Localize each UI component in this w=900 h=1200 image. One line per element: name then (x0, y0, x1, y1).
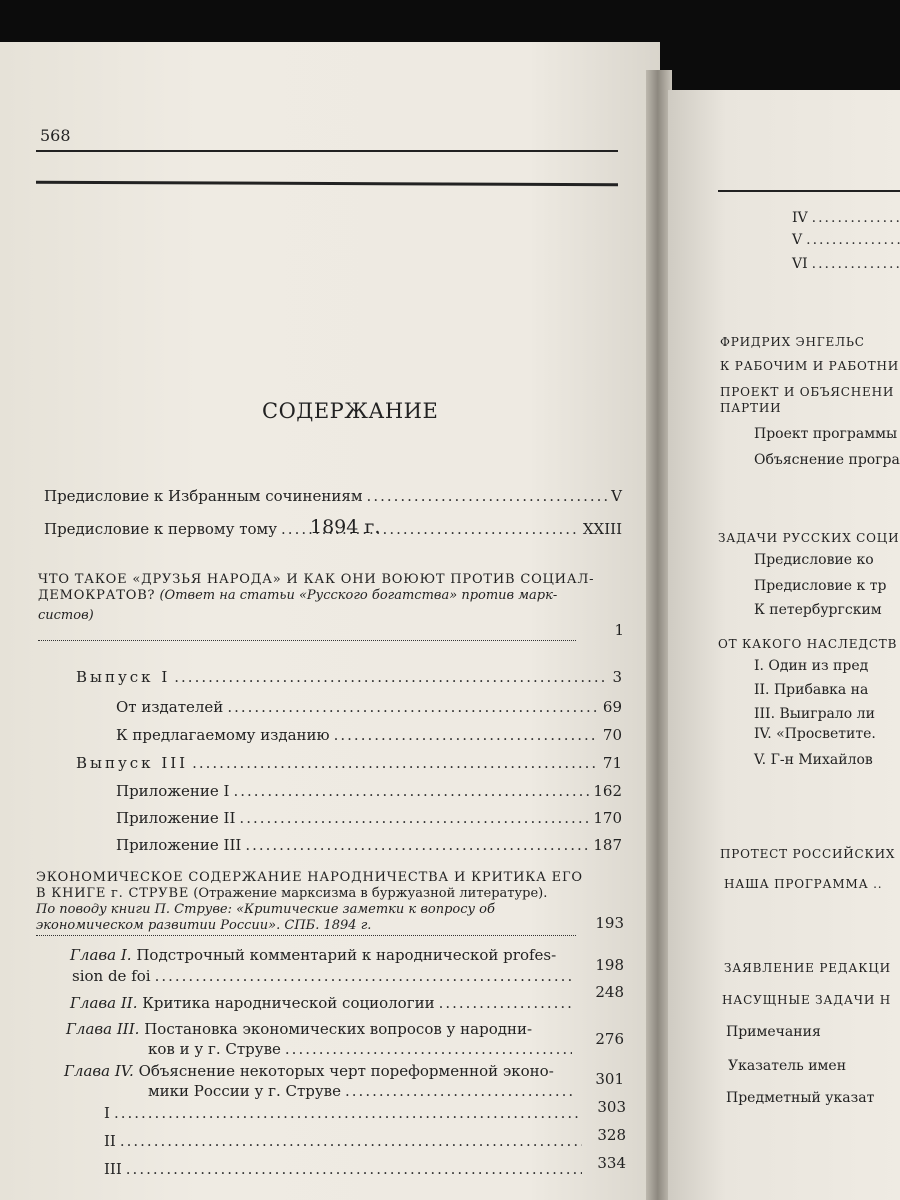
right-line: V. Г-н Михайлов (754, 752, 873, 768)
toc-entry-iv: IV ..... (792, 210, 900, 226)
toc-entry-vypusk-1 (76, 668, 622, 686)
toc-page: 328 (597, 1126, 626, 1144)
toc-page: 187 (593, 836, 622, 854)
right-line: НАША ПРОГРАММА .. (724, 877, 883, 891)
right-line: Указатель имен (728, 1058, 847, 1074)
toc-label: От издателей (116, 698, 224, 716)
toc-page: 193 (595, 914, 624, 932)
right-line: ЗАДАЧИ РУССКИХ СОЦИ (718, 531, 900, 545)
toc-label: Приложение II (116, 809, 236, 827)
dot-leader (239, 809, 589, 827)
toc-page: 71 (602, 754, 622, 772)
right-line: НАСУЩНЫЕ ЗАДАЧИ Н (722, 993, 891, 1007)
dot-leader (245, 836, 589, 854)
work-title-line: экономическом развитии России». СПБ. 1894 г. (36, 918, 372, 933)
toc-entry-vypusk-3 (76, 754, 622, 772)
toc-label: Предисловие к Избранным сочинениям (44, 487, 363, 505)
header-rule (718, 190, 900, 192)
toc-page: V (611, 487, 622, 505)
dot-leader (812, 210, 900, 226)
toc-label: Выпуск I (76, 668, 171, 686)
right-line: Примечания (726, 1024, 821, 1040)
dot-leader (233, 782, 589, 800)
toc-label: систов) (38, 608, 94, 623)
work-title-line: ЧТО ТАКОЕ «ДРУЗЬЯ НАРОДА» И КАК ОНИ ВОЮЮТ ПРОТИВ СОЦИАЛ- (38, 572, 595, 587)
right-page (668, 90, 900, 1200)
work-title-line: В КНИГЕ г. СТРУВЕ (Отражение марксизма в буржуазной литературе). (36, 886, 548, 901)
right-line: Предисловие к тр (754, 578, 887, 594)
header-rule-thick (36, 181, 618, 187)
toc-entry-vi: VI ..... (792, 256, 900, 272)
right-line: ПАРТИИ (720, 401, 782, 415)
page-number: 568 (40, 126, 71, 145)
dot-leader (285, 1040, 572, 1058)
right-line: К петербургским (754, 602, 882, 618)
right-line: ПРОТЕСТ РОССИЙСКИХ (720, 847, 896, 861)
right-line: Объяснение програ (754, 452, 900, 468)
work-title-line: ЭКОНОМИЧЕСКОЕ СОДЕРЖАНИЕ НАРОДНИЧЕСТВА И КРИТИКА ЕГО (36, 870, 583, 885)
chapter-3: Глава III. Постановка экономических вопросов у народни- (66, 1020, 533, 1038)
subitem-3: III ..... (104, 1160, 586, 1178)
year-heading: 1894 г. (310, 516, 381, 538)
dot-leader (227, 698, 599, 716)
dot-leader (126, 1160, 582, 1178)
right-line: ФРИДРИХ ЭНГЕЛЬС (720, 335, 865, 349)
right-line: IV. «Просветите. (754, 726, 876, 742)
dot-leader (439, 994, 572, 1012)
toc-label: Приложение III (116, 836, 242, 854)
dot-leader (812, 256, 900, 272)
toc-page: 1 (614, 621, 624, 639)
page-title: СОДЕРЖАНИЕ (262, 399, 439, 423)
dot-leader (155, 967, 572, 985)
dot-leader (38, 640, 576, 641)
chapter-2: Глава II. Критика народнической социологии ..... (70, 994, 576, 1012)
toc-label: Предисловие к первому тому (44, 520, 278, 538)
dot-leader (334, 726, 599, 744)
chapter-4: Глава IV. Объяснение некоторых черт пореформенной эконо- (64, 1062, 554, 1080)
toc-entry-ot-izdatelei (116, 698, 622, 716)
dot-leader (36, 935, 576, 936)
toc-entry-v: V ..... (792, 232, 900, 248)
chapter-1: Глава I. Подстрочный комментарий к народнической profes- (70, 946, 557, 964)
toc-entry-k-izdaniyu (116, 726, 622, 744)
chapter-4-cont: мики России у г. Струве ..... (148, 1082, 576, 1100)
work-title-line: ДЕМОКРАТОВ? (Ответ на статьи «Русского богатства» против марк- (38, 588, 558, 603)
right-line: Предметный указат (726, 1090, 875, 1106)
right-line: I. Один из пред (754, 658, 869, 674)
right-line: II. Прибавка на (754, 682, 869, 698)
subitem-1: I ..... (104, 1104, 586, 1122)
chapter-1-cont: sion de foi ..... (72, 967, 576, 985)
right-line: ЗАЯВЛЕНИЕ РЕДАКЦИ (724, 961, 891, 975)
toc-label: Выпуск III (76, 754, 189, 772)
work-title-line: По поводу книги П. Струве: «Критические заметки к вопросу об (36, 902, 495, 917)
toc-page: 198 (595, 956, 624, 974)
left-page (0, 42, 660, 1200)
dot-leader (114, 1104, 582, 1122)
right-line: Проект программы (754, 426, 898, 442)
toc-entry-prilozhenie-1 (116, 782, 622, 800)
dot-leader (367, 487, 608, 505)
toc-page: 170 (593, 809, 622, 827)
right-line: ОТ КАКОГО НАСЛЕДСТВ (718, 637, 898, 651)
toc-page: 301 (595, 1070, 624, 1088)
toc-label: К предлагаемому изданию (116, 726, 330, 744)
toc-entry-prilozhenie-3 (116, 836, 622, 854)
right-line: III. Выиграло ли (754, 706, 875, 722)
toc-page: 276 (595, 1030, 624, 1048)
toc-page: 162 (593, 782, 622, 800)
right-line: К РАБОЧИМ И РАБОТНИ (720, 359, 899, 373)
dot-leader (120, 1132, 582, 1150)
right-line: Предисловие ко (754, 552, 874, 568)
toc-entry-preface-selected (44, 487, 622, 505)
dot-leader (806, 232, 900, 248)
right-line: ПРОЕКТ И ОБЪЯСНЕНИ (720, 385, 895, 399)
toc-page: XXIII (582, 520, 622, 538)
toc-page: 303 (597, 1098, 626, 1116)
chapter-3-cont: ков и у г. Струве ..... (148, 1040, 576, 1058)
toc-label: Приложение I (116, 782, 230, 800)
subitem-2: II ..... (104, 1132, 586, 1150)
dot-leader (345, 1082, 572, 1100)
toc-entry-work1 (38, 605, 624, 639)
toc-entry-prilozhenie-2 (116, 809, 622, 827)
toc-page: 69 (602, 698, 622, 716)
toc-page: 3 (612, 668, 622, 686)
toc-page: 334 (597, 1154, 626, 1172)
dot-leader (174, 668, 608, 686)
dot-leader (192, 754, 599, 772)
toc-page: 248 (595, 983, 624, 1001)
toc-page: 70 (602, 726, 622, 744)
header-rule (36, 150, 618, 152)
